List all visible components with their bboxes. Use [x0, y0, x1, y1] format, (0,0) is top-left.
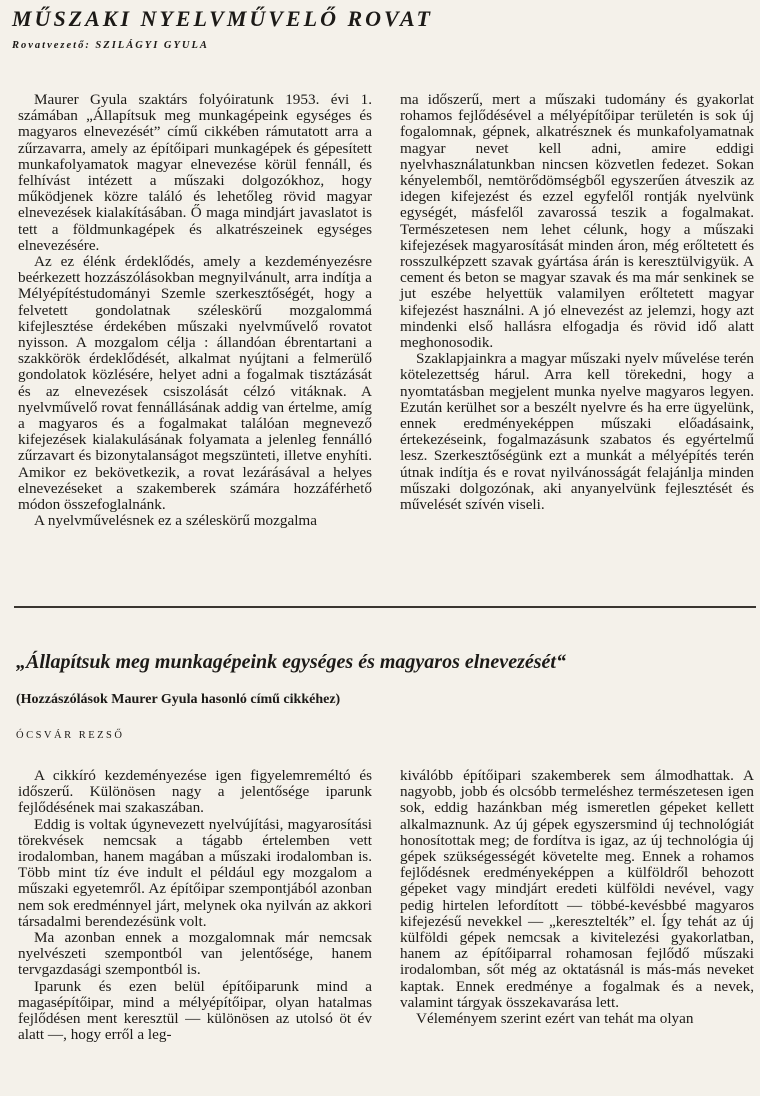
article-paragraph: Eddig is voltak úgynevezett nyelvújítási, magyarosítási törekvések nemcsak a tágabb értelemben vett irodalomban, hanem magában a műszaki irodalomban is. Több mint tíz éve indult el például egy mozgalom a műszaki egyetemről. Az építőipar szempontjából azonban nem sok eredménnyel járt, melynek oka nyilván az akkori társadalmi berendezésünk volt.	[18, 815, 372, 930]
article-paragraph: Véleményem szerint ezért van tehát ma olyan	[416, 1010, 694, 1028]
section-editor: Rovatvezető: SZILÁGYI GYULA	[12, 40, 209, 51]
article-paragraph: kiválóbb építőipari szakemberek sem álmodhattak. A nagyobb, jobb és olcsóbb termeléshez természetesen igen sok, eddig hazánkban még ismeretlen gépeket kellett alkalmaznunk. Az új gépek egyszersmind új technológiát honosítottak meg; de fordítva is igaz, az új technológia új gépek szükségességét követelte meg. Ennek a rohamos fejlődésnek eredményeképpen a külföldről behozott gépeket vagy mindjárt eredeti külföldi nevével, vagy pedig hirtelen lefordított — többé-kevésbbé magyaros kifejezésű nevekkel — „keresztelték” el. Így tehát az új külföldi gépek nemcsak a kivitelezési gyakorlatban, hanem az építőiparral rohamosan fejlődő műszaki irodalomban, sőt még az oktatásnál is más-más neveket kaptak. Ennek eredménye a fogalmak és a nevek, valamint tárgyak összekavarása lett.	[400, 767, 754, 1011]
section-title: MŰSZAKI NYELVMŰVELŐ ROVAT	[12, 6, 433, 31]
section-divider	[14, 606, 756, 608]
article-paragraph: A cikkíró kezdeményezése igen figyelemreméltó és időszerű. Különösen nagy a jelentősége iparunk fejlődésének mai szakaszában.	[18, 767, 372, 817]
article-paragraph: Ma azonban ennek a mozgalomnak már nemcsak nyelvészeti szempontból van jelentősége, hanem tervgazdasági szempontból is.	[18, 929, 372, 979]
article-subtitle: (Hozzászólások Maurer Gyula hasonló című cikkéhez)	[16, 692, 341, 707]
intro-paragraph: Szaklapjainkra a magyar műszaki nyelv művelése terén kötelezettség hárul. Arra kell törekedni, hogy a nyomtatásban megjelent munka nyelve magyaros legyen. Ezután kerülhet sor a beszélt nyelvre és ha erre ügyelünk, ennek eredményeképpen műszaki előadásaink, értekezéseink, fogalmazásunk szabatos és egyértelmű lesz. Szerkesztőségünk ezt a munkát a mélyépítés terén útnak indítja és e rovat nyilvánosságát felajánlja minden műszaki dolgozónak, aki anyanyelvünk fejlesztését és művelését szívén viseli.	[400, 350, 754, 514]
article-author: ÓCSVÁR REZSŐ	[16, 730, 125, 741]
intro-paragraph: Az ez élénk érdeklődés, amely a kezdeményezésre beérkezett hozzászólásokban megnyilvánult, arra indítja a Mélyépítéstudományi Szemle szerkesztőségét, hogy a felvetett gondolatnak széleskörű mozgalommá kifejlesztése érdekében műszaki nyelvművelő rovatot nyisson. A mozgalom célja : állandóan ébrentartani a szakkörök érdeklődését, alkalmat nyújtani a felmerülő gondolatok közlésére, helyet adni a fogalmak tisztázását és az elnevezések csiszolását célzó vitáknak. A nyelvművelő rovat fennállásának addig van értelme, amíg a magyaros és a fogalmakat találóan megnevező kifejezések kialakulásának folyamata a jelenleg fennálló zűrzavart és bizonytalanságot megszünteti, illetve enyhíti. Amikor ez bekövetkezik, a rovat lezárásával a helyes elnevezéseket a szakemberek számára hozzáférhető módon összefoglalnánk.	[18, 253, 372, 514]
intro-left-column	[18, 92, 372, 529]
article-columns	[18, 768, 754, 1043]
article-paragraph: Iparunk és ezen belül építőiparunk mind a magasépítőipar, mind a mélyépítőipar, olyan hatalmas fejlődésen ment keresztül — különösen az utolsó öt év alatt —, hogy erről a leg-	[18, 977, 372, 1044]
intro-right-column	[400, 92, 754, 529]
intro-paragraph: A nyelvművelésnek ez a széleskörű mozgalma	[34, 512, 317, 530]
article-left-column	[18, 768, 372, 1043]
intro-paragraph: Maurer Gyula szaktárs folyóiratunk 1953. évi 1. számában „Állapítsuk meg munkagépeink egységes és magyaros elnevezését” című cikkében rámutatott arra a zűrzavarra, amely az építőipari munkagépek és gépesített munkafolyamatok magyar elnevezése körül fennáll, és felhívást intézett a műszaki dolgozókhoz, hogy működjenek közre találó és lehetőleg rövid magyar elnevezések kialakításában. Ő maga mindjárt javaslatot is tett a földmunkagépek és alkatrészeinek egységes elnevezésére.	[18, 91, 372, 254]
article-title: „Állapítsuk meg munkagépeink egységes és magyaros elnevezését“	[16, 651, 566, 673]
article-right-column	[400, 768, 754, 1043]
intro-paragraph: ma időszerű, mert a műszaki tudomány és gyakorlat rohamos fejlődésével a mélyépítőipar területén is sok új fogalomnak, gépnek, alkatrésznek és munkafolyamatnak magyar nevet kell adni, amire eddigi nyelvhasználatunkban nincsen közvetlen fedezet. Sokan kényelemből, nemtörődömségből egyszerűen átveszik az idegen kifejezést és ezzel egyfelől rontják nyelvünk egységét, másfelől zavarossá teszik a fogalmakat. Természetesen nem lehet célunk, hogy a műszaki kifejezések magyarosítását minden áron, még erőltetett és rosszulképzett szavak gyártása árán is keresztülvigyük. A cement és beton se magyar szavak és ma már senkinek se jut eszébe helyettük valamilyen erőltetett magyar kifejezést használni. A jó elnevezést az jelemzi, hogy azt mindenki első hallásra elfogadja és rövid idő alatt meghonosodik.	[400, 91, 754, 352]
intro-columns	[18, 92, 754, 529]
